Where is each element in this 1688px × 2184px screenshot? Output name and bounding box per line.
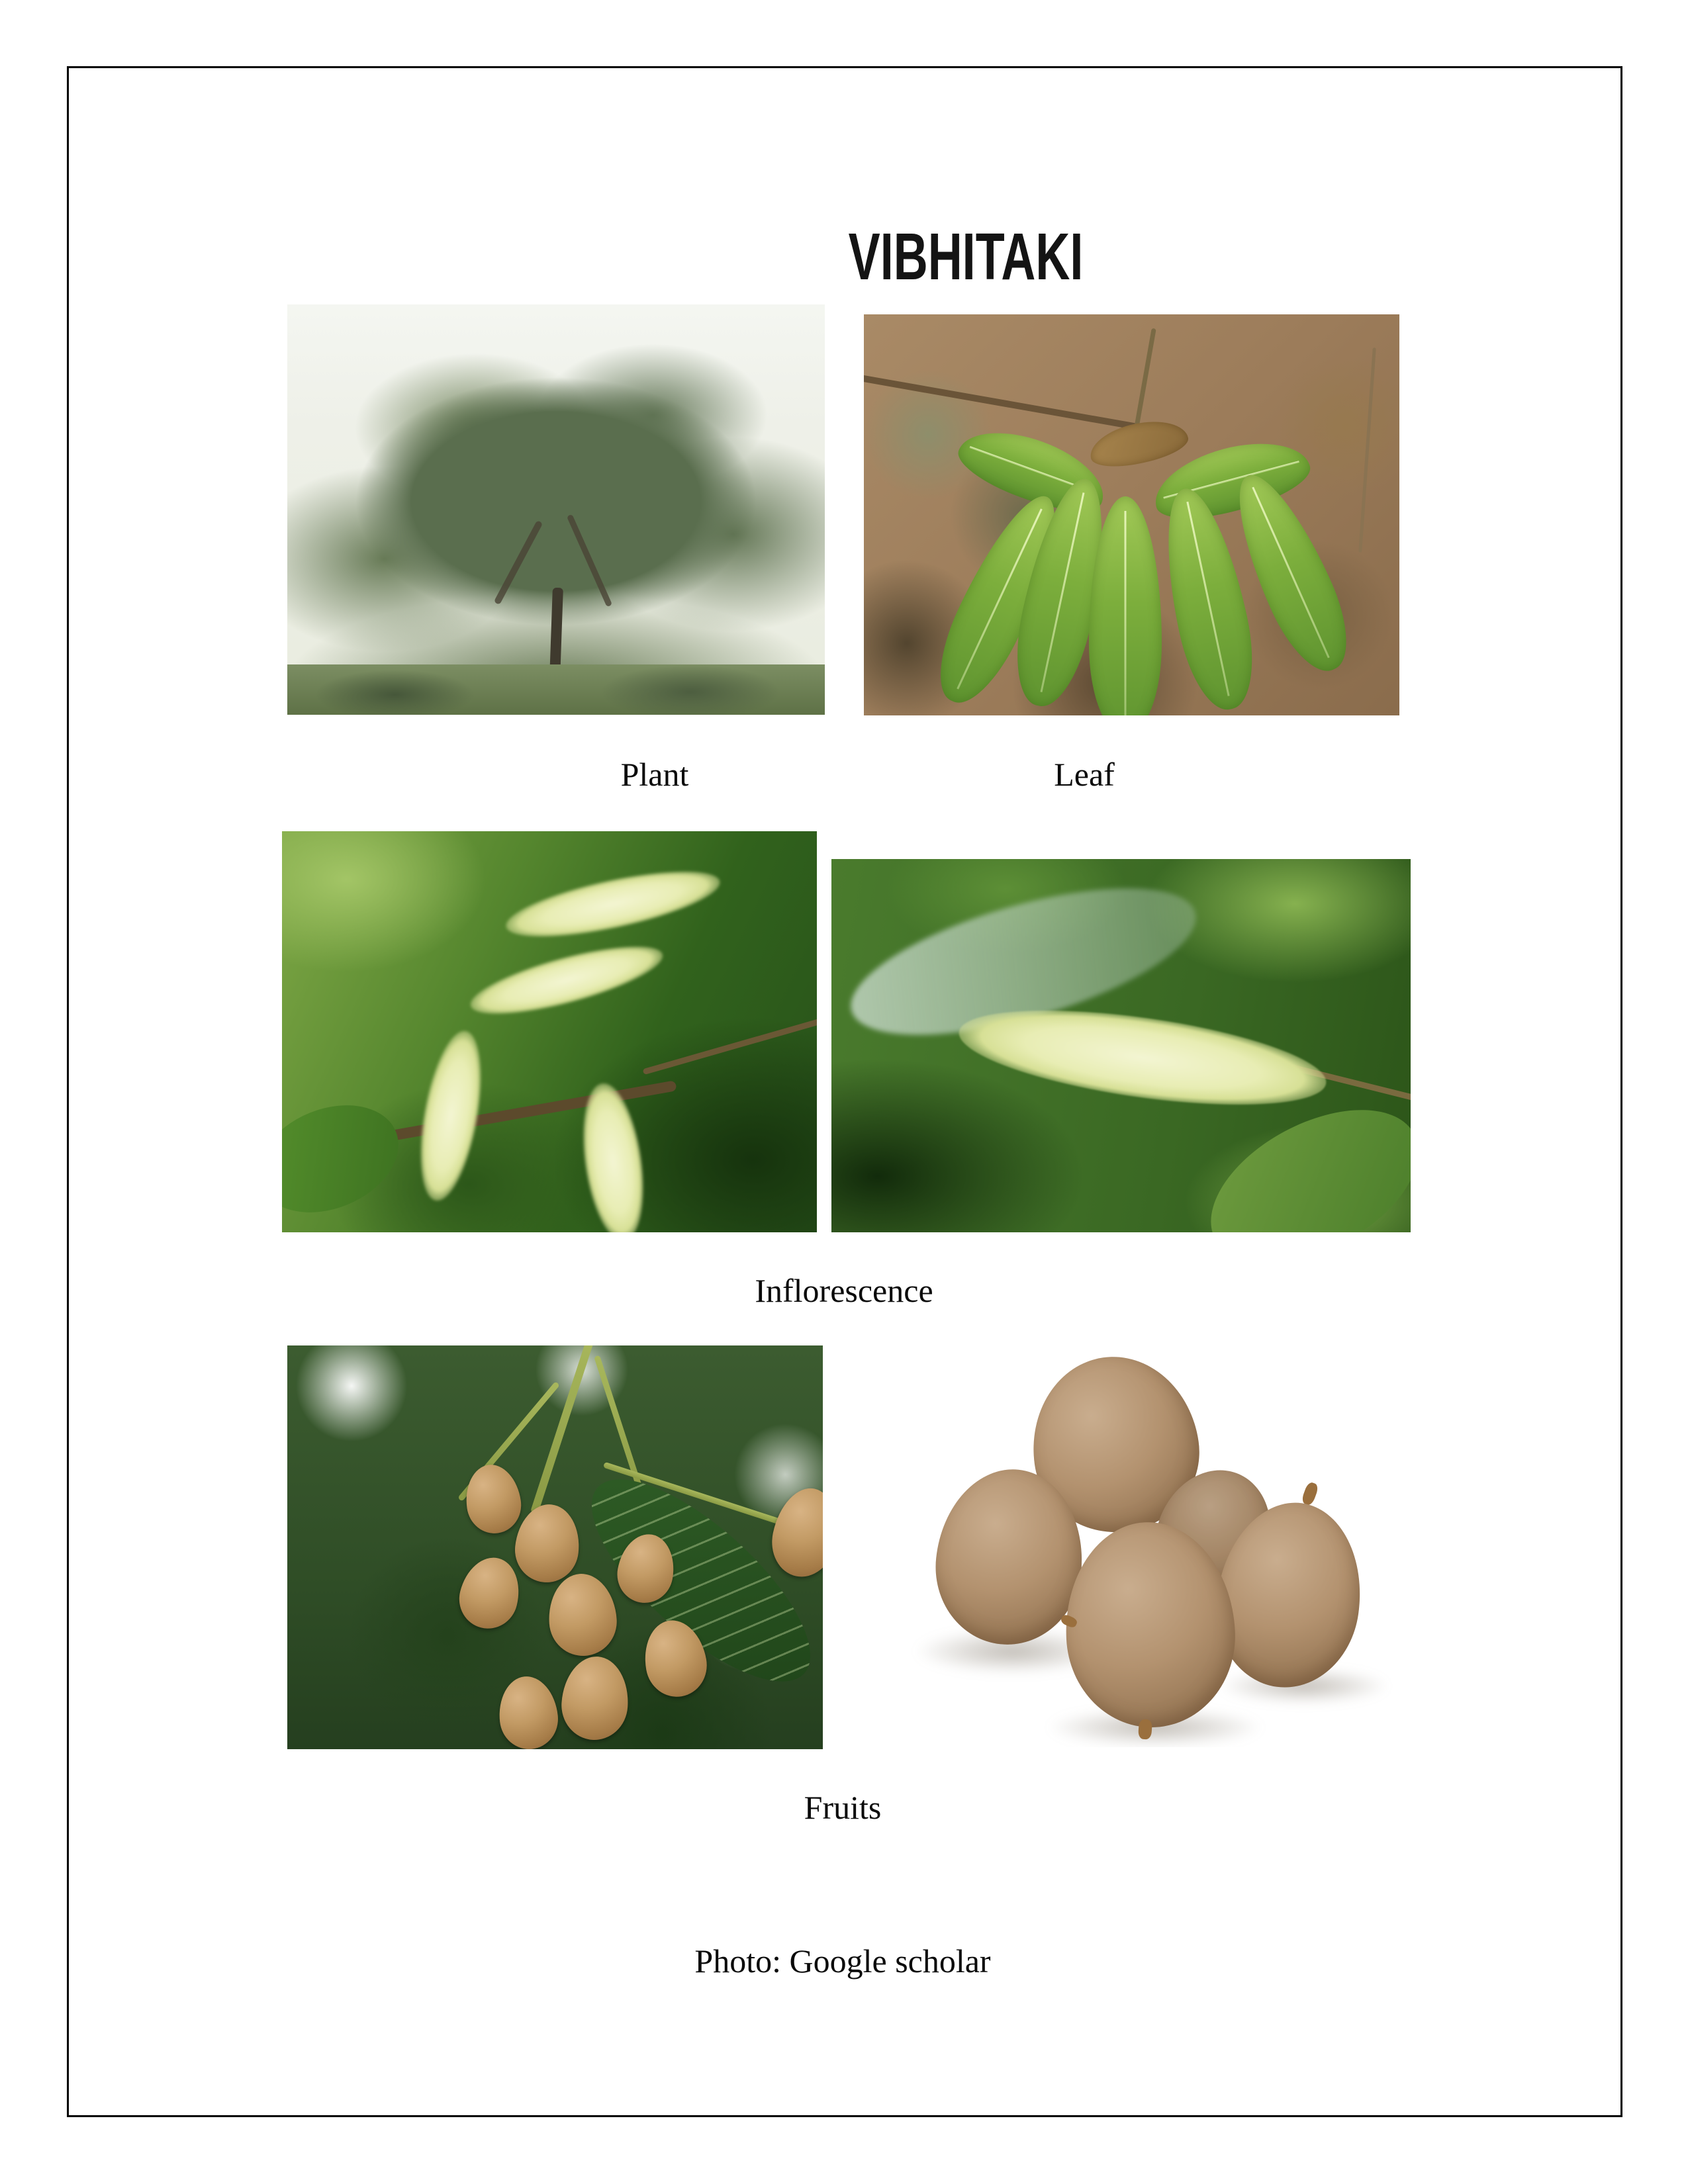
flower-spike [501, 858, 725, 950]
caption-plant: Plant [620, 756, 689, 793]
fruits-photo-left [287, 1345, 823, 1749]
fruit-stem [1301, 1481, 1320, 1506]
flower-spike [465, 933, 668, 1027]
inflorescence-photo-right [831, 859, 1411, 1232]
fruit-pod [495, 1674, 561, 1749]
caption-inflorescence: Inflorescence [755, 1272, 933, 1309]
leaf-photo [864, 314, 1399, 715]
fruit-pod [546, 1572, 619, 1659]
fruit-pod [461, 1461, 525, 1537]
fruits-photo-right [874, 1317, 1403, 1747]
fruit-pod [453, 1551, 527, 1635]
caption-fruits: Fruits [804, 1789, 882, 1826]
fruit-pod [512, 1501, 583, 1585]
caption-leaf: Leaf [1054, 756, 1115, 793]
photo-credit: Photo: Google scholar [694, 1942, 991, 1979]
tree-ground [287, 664, 825, 715]
flower-branch [643, 1015, 817, 1075]
sapling-branch [864, 373, 1166, 435]
fruit-pod [559, 1655, 632, 1743]
flower-spike [953, 993, 1331, 1123]
sapling-twig [1358, 347, 1376, 553]
page-title: VIBHITAKI [848, 220, 1084, 294]
plant-photo [287, 304, 825, 715]
inflorescence-photo-left [282, 831, 817, 1232]
leaf-blade [282, 1085, 414, 1232]
fruit-branch [530, 1345, 595, 1514]
fruit-pod [765, 1482, 823, 1583]
